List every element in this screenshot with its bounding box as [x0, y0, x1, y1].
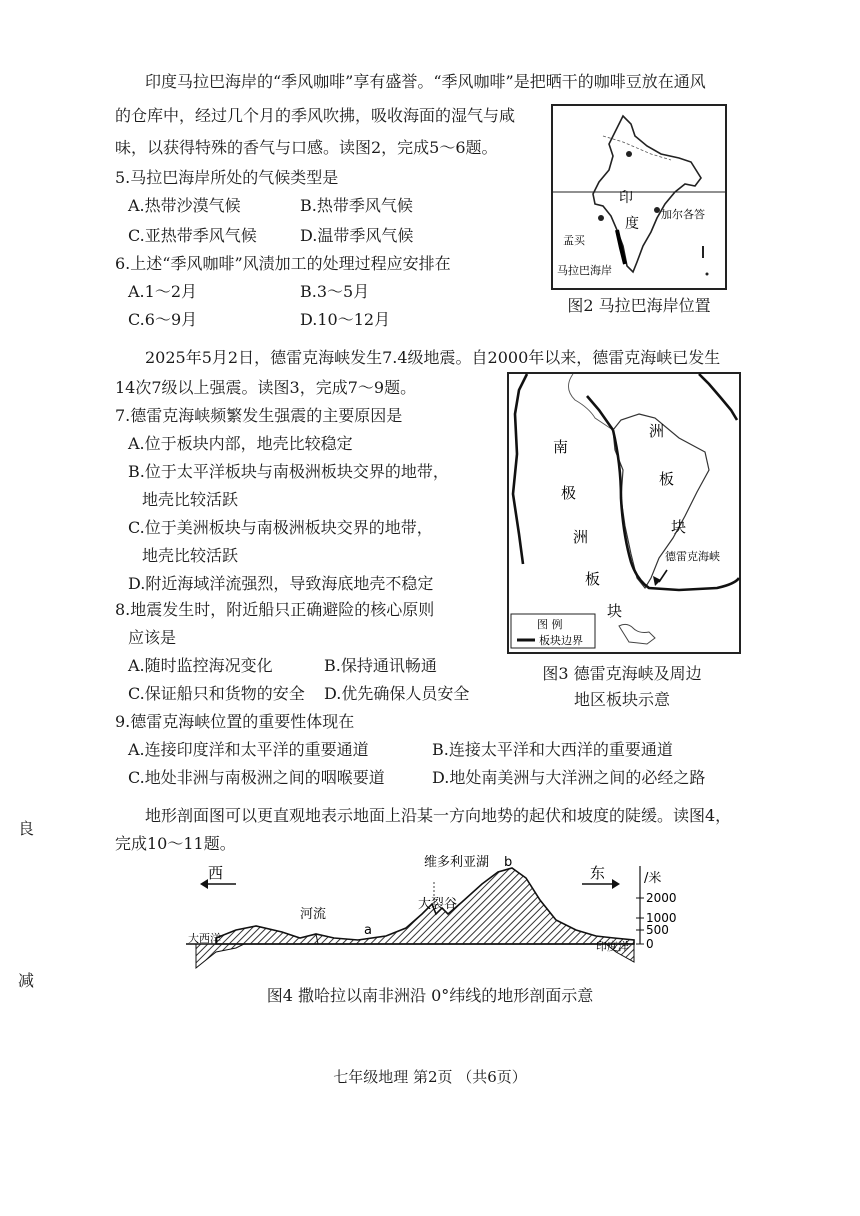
fig4-terrain-profile [186, 852, 686, 972]
fig4-tick-2000: 2000 [646, 891, 677, 905]
fig2-label-malabar: 马拉巴海岸 [557, 264, 612, 277]
q9-option-a[interactable]: A.连接印度洋和太平洋的重要通道 [128, 740, 369, 759]
section1-intro-line3: 味，以获得特殊的香气与口感。读图2，完成5～6题。 [115, 138, 498, 157]
fig3-legend-title: 图 例 [537, 618, 563, 631]
side-mark-bottom: 减 [18, 971, 35, 990]
fig4-label-rift: 大裂谷 [418, 897, 458, 912]
fig2-caption: 图2 马拉巴海岸位置 [567, 296, 711, 315]
fig3-label-nan: 南 [553, 438, 569, 456]
fig4-label-b: b [504, 855, 513, 870]
fig4-label-a: a [364, 923, 372, 938]
q6-option-c[interactable]: C.6～9月 [128, 310, 198, 329]
fig4-tick-0: 0 [646, 937, 654, 951]
q8-option-a[interactable]: A.随时监控海况变化 [128, 656, 273, 675]
q7-option-b-line1[interactable]: B.位于太平洋板块与南极洲板块交界的地带， [128, 462, 449, 481]
fig3-label-ban: 板 [585, 570, 601, 588]
q7-option-c-line2: 地壳比较活跃 [142, 546, 239, 565]
fig4-tick-1000: 1000 [646, 911, 677, 925]
section2-intro-line1: 2025年5月2日，德雷克海峡发生7.4级地震。自2000年以来，德雷克海峡已发生 [145, 348, 721, 367]
fig3-caption-line2: 地区板块示意 [573, 690, 670, 709]
q5-stem: 5.马拉巴海岸所处的气候类型是 [115, 168, 339, 187]
q5-option-a[interactable]: A.热带沙漠气候 [128, 196, 241, 215]
section1-intro-line1: 印度马拉巴海岸的“季风咖啡”享有盛誉。“季风咖啡”是把晒干的咖啡豆放在通风 [145, 72, 706, 91]
q9-option-d[interactable]: D.地处南美洲与大洋洲之间的必经之路 [432, 768, 706, 787]
fig2-label-mumbai: 孟买 [563, 234, 585, 247]
fig2-label-yin: 印 [619, 190, 633, 206]
q6-stem: 6.上述“季风咖啡”风渍加工的处理过程应安排在 [115, 254, 451, 273]
fig3-label-ji: 极 [561, 484, 577, 502]
fig3-map-frame [507, 372, 741, 654]
fig3-label-drake: 德雷克海峡 [665, 550, 720, 563]
q7-stem: 7.德雷克海峡频繁发生强震的主要原因是 [115, 406, 403, 425]
fig4-label-river: 河流 [300, 907, 327, 922]
fig4-label-indian: 印度洋 [596, 940, 629, 953]
q7-option-d[interactable]: D.附近海域洋流强烈，导致海底地壳不稳定 [128, 574, 434, 593]
fig4-caption: 图4 撒哈拉以南非洲沿 0°纬线的地形剖面示意 [266, 986, 594, 1005]
q8-option-b[interactable]: B.保持通讯畅通 [324, 656, 437, 675]
q6-option-d[interactable]: D.10～12月 [300, 310, 391, 329]
section2-intro-line2: 14次7级以上强震。读图3，完成7～9题。 [115, 378, 417, 397]
fig3-label-ban2: 板 [659, 470, 675, 488]
q8-stem-line2: 应该是 [128, 628, 177, 647]
fig2-india-map [553, 106, 725, 288]
q9-option-c[interactable]: C.地处非洲与南极洲之间的咽喉要道 [128, 768, 385, 787]
fig3-label-zhou: 洲 [573, 528, 589, 546]
section1-intro-line2: 的仓库中，经过几个月的季风吹拂，吸收海面的湿气与咸 [115, 106, 516, 125]
q8-option-d[interactable]: D.优先确保人员安全 [324, 684, 470, 703]
fig3-label-kuai2: 块 [671, 518, 687, 536]
fig4-label-lake: 维多利亚湖 [424, 855, 490, 870]
q9-stem: 9.德雷克海峡位置的重要性体现在 [115, 712, 355, 731]
fig4-unit: /米 [644, 871, 662, 886]
side-mark-top: 良 [18, 819, 35, 838]
fig4-label-east: 东 [590, 864, 606, 882]
q6-option-a[interactable]: A.1～2月 [128, 282, 198, 301]
fig3-legend-item: 板块边界 [539, 634, 583, 647]
fig2-label-du: 度 [625, 216, 639, 232]
q7-option-c-line1[interactable]: C.位于美洲板块与南极洲板块交界的地带， [128, 518, 433, 537]
q7-option-b-line2: 地壳比较活跃 [142, 490, 239, 509]
q9-option-b[interactable]: B.连接太平洋和大西洋的重要通道 [432, 740, 673, 759]
q5-option-c[interactable]: C.亚热带季风气候 [128, 226, 257, 245]
q8-stem-line1: 8.地震发生时，附近船只正确避险的核心原则 [115, 600, 435, 619]
page-footer: 七年级地理 第2页 （共6页） [333, 1068, 527, 1086]
section3-intro-line2: 完成10～11题。 [115, 834, 236, 853]
fig3-label-kuai: 块 [607, 602, 623, 620]
q6-option-b[interactable]: B.3～5月 [300, 282, 370, 301]
fig4-tick-500: 500 [646, 923, 669, 937]
q5-option-d[interactable]: D.温带季风气候 [300, 226, 414, 245]
fig2-label-kolkata: 加尔各答 [661, 208, 705, 221]
fig3-plate-map [509, 374, 739, 652]
section3-intro-line1: 地形剖面图可以更直观地表示地面上沿某一方向地势的起伏和坡度的陡缓。读图4， [145, 806, 732, 825]
fig3-label-zhou2: 洲 [649, 422, 665, 440]
q5-option-b[interactable]: B.热带季风气候 [300, 196, 413, 215]
q8-option-c[interactable]: C.保证船只和货物的安全 [128, 684, 305, 703]
fig4-label-atlantic: 大西洋 [188, 932, 221, 945]
q7-option-a[interactable]: A.位于板块内部，地壳比较稳定 [128, 434, 353, 453]
fig4-label-west: 西 [208, 864, 224, 882]
fig2-map-frame [551, 104, 727, 290]
fig3-caption-line1: 图3 德雷克海峡及周边 [542, 664, 702, 683]
